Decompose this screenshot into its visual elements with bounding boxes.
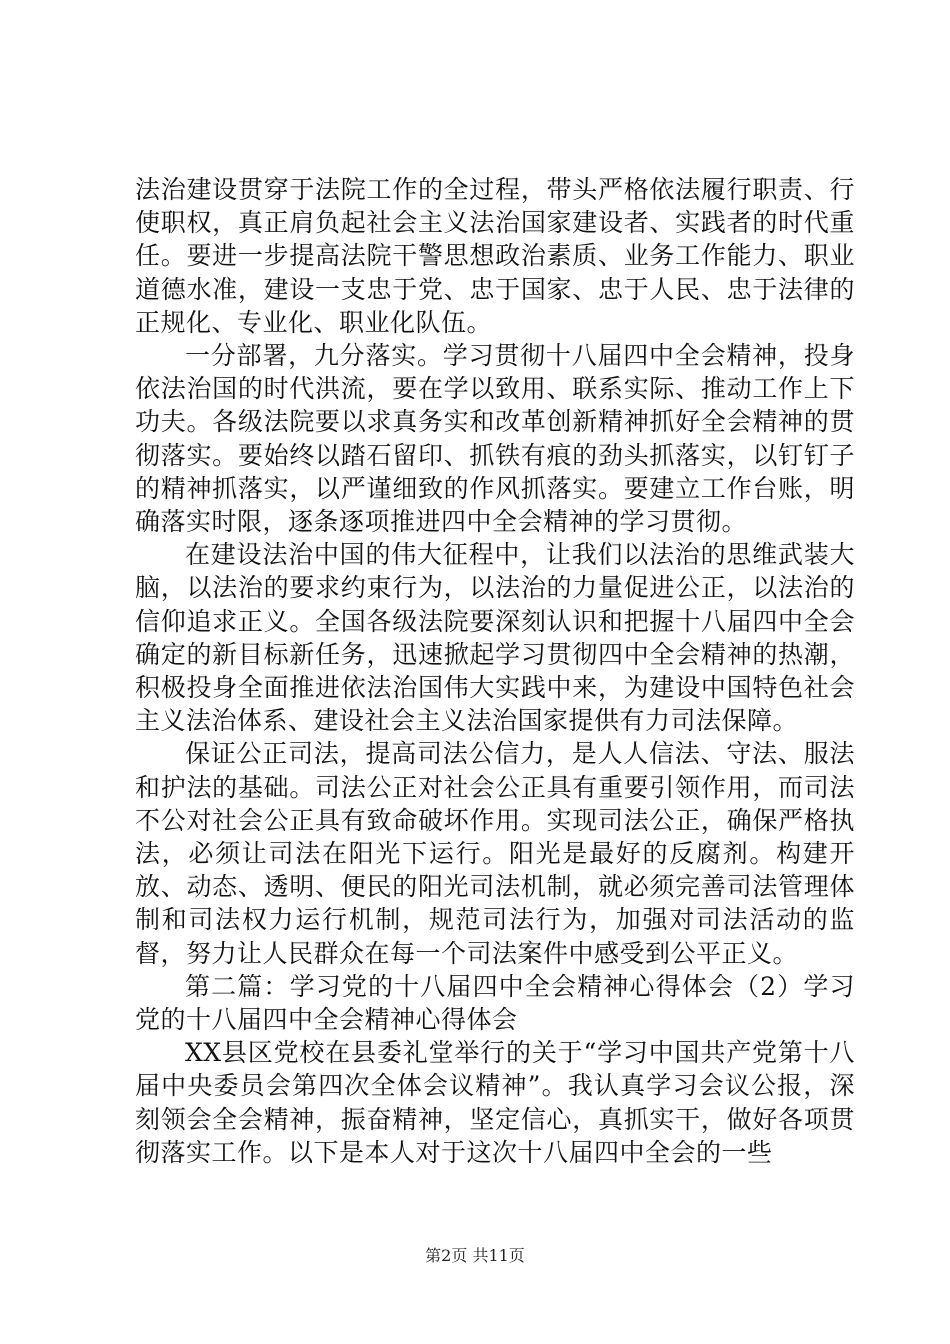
paragraph-4: 保证公正司法，提高司法公信力，是人人信法、守法、服法和护法的基础。司法公正对社会公正具有重要引领作用，而司法不公对社会公正具有致命破坏作用。实现司法公正，确保严格执法，必须让司法在阳光下运行。阳光是最好的反腐剂。构建开放、动态、透明、便民的阳光司法机制，就必须完善司法管理体制和司法权力运行机制，规范司法行为，加强对司法活动的监督，努力让人民群众在每一个司法案件中感受到公平正义。 <box>135 739 855 968</box>
paragraph-2: 一分部署，九分落实。学习贯彻十八届四中全会精神，投身依法治国的时代洪流，要在学以致用、联系实际、推动工作上下功夫。各级法院要以求真务实和改革创新精神抓好全会精神的贯彻落实。要始终以踏石留印、抓铁有痕的劲头抓落实，以钉钉子的精神抓落实，以严谨细致的作风抓落实。要建立工作台账，明确落实时限，逐条逐项推进四中全会精神的学习贯彻。 <box>135 341 855 537</box>
paragraph-6: XX县区党校在县委礼堂举行的关于“学习中国共产党第十八届中央委员会第四次全体会议精神”。我认真学习会议公报，深刻领会全会精神，振奋精神，坚定信心，真抓实干，做好各项贯彻落实工作。以下是本人对于这次十八届四中全会的一些 <box>135 1038 855 1167</box>
document-body <box>135 173 855 1169</box>
paragraph-1: 法治建设贯穿于法院工作的全过程，带头严格依法履行职责、行使职权，真正肩负起社会主义法治国家建设者、实践者的时代重任。要进一步提高法院干警思想政治素质、业务工作能力、职业道德水准，建设一支忠于党、忠于国家、忠于人民、忠于法律的正规化、专业化、职业化队伍。 <box>135 175 855 337</box>
section-heading-part-two: 第二篇：学习党的十八届四中全会精神心得体会（2）学习党的十八届四中全会精神心得体会 <box>135 971 855 1035</box>
page-number-footer: 第2页 共11页 <box>425 1246 525 1265</box>
paragraph-3: 在建设法治中国的伟大征程中，让我们以法治的思维武装大脑，以法治的要求约束行为，以法治的力量促进公正，以法治的信仰追求正义。全国各级法院要深刻认识和把握十八届四中全会确定的新目标新任务，迅速掀起学习贯彻四中全会精神的热潮，积极投身全面推进依法治国伟大实践中来，为建设中国特色社会主义法治体系、建设社会主义法治国家提供有力司法保障。 <box>135 540 855 736</box>
